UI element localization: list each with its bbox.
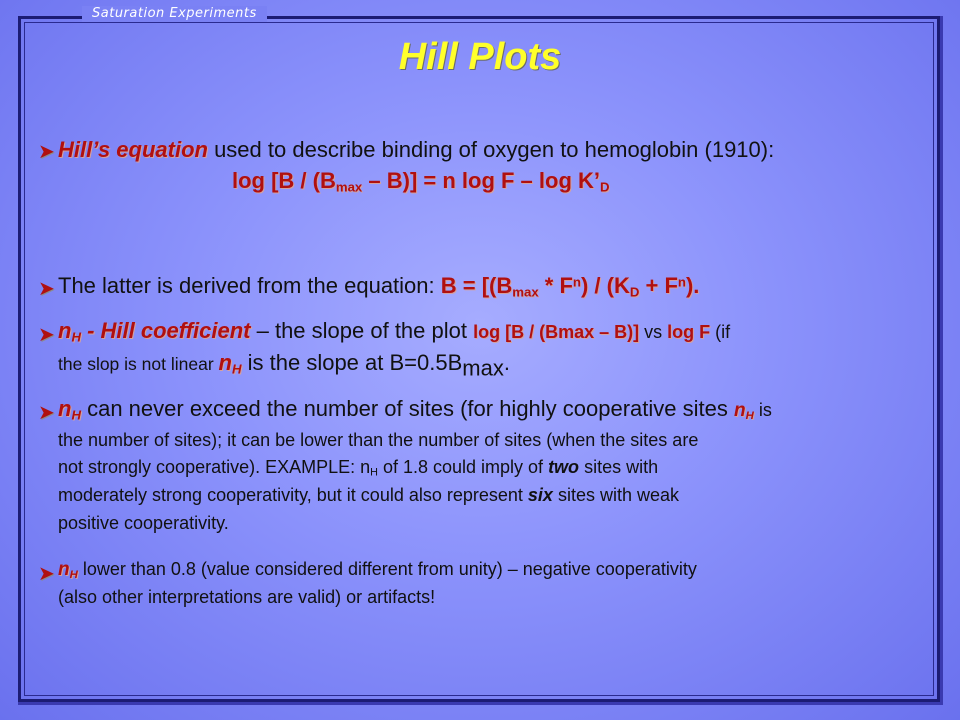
binding-equation (441, 273, 700, 298)
text: lower than 0.8 (value considered different from unity) – negative cooperativity (77, 559, 697, 579)
n-sub: H (69, 568, 78, 581)
plot-y-expression: log [B / (Bmax – B)] (473, 322, 640, 342)
n-sub: H (745, 409, 754, 422)
eq-part: * F (538, 273, 573, 298)
emphasis-two: two (548, 457, 580, 477)
bullet-2-text: The latter is derived from the equation: (58, 273, 441, 298)
bullet-arrow-icon: ➤ (38, 324, 55, 346)
bullet-1-line-1 (58, 137, 774, 163)
term: - Hill coefficient (80, 318, 251, 343)
bullet-4-line-1 (58, 396, 772, 422)
bullet-arrow-icon: ➤ (38, 402, 55, 424)
eq-part: + F (639, 273, 678, 298)
eq-sup: n (572, 274, 581, 290)
text: moderately strong cooperativity, but it could also represent (58, 485, 528, 505)
eq-sub: D (629, 284, 640, 300)
eq-part: ). (685, 273, 700, 298)
eq-sub: max (512, 284, 539, 300)
n-symbol: n (734, 400, 746, 421)
bullet-arrow-icon: ➤ (38, 278, 55, 300)
nh-symbol (58, 559, 78, 580)
bullet-5-line-2: (also other interpretations are valid) or artifacts! (58, 587, 436, 607)
bullet-4-line-2: the number of sites); it can be lower than the number of sites (when the sites are (58, 430, 699, 450)
max-sub: max (462, 355, 504, 381)
bullet-4-line-5: positive cooperativity. (58, 513, 229, 533)
eq-sub: max (335, 179, 363, 195)
eq-part: B = [(B (440, 273, 513, 298)
hill-equation (232, 168, 610, 194)
nh-symbol (734, 400, 754, 421)
section-label: Saturation Experiments (82, 6, 267, 22)
eq-sub: D (600, 179, 610, 195)
bullet-3-text-end: (if (710, 322, 731, 342)
emphasis-six: six (527, 485, 553, 505)
slide-title: Hill Plots (398, 36, 562, 78)
n-symbol: n (58, 318, 72, 343)
bullet-4-line-3 (58, 457, 658, 479)
n-sub: H (71, 407, 81, 423)
n-symbol: n (58, 396, 72, 421)
bullet-3-line-1 (58, 318, 730, 344)
eq-part: log [B / (B (232, 168, 336, 193)
hill-coefficient-term (58, 318, 251, 343)
n-sub: H (370, 466, 378, 479)
text: sites with (579, 457, 659, 477)
bullet-3-line-2 (58, 350, 510, 382)
text: is (753, 400, 772, 420)
eq-part: ) / (K (580, 273, 630, 298)
frame-shadow-right (940, 16, 943, 704)
bullet-3-text: – the slope of the plot (250, 318, 474, 343)
eq-sup: n (677, 274, 686, 290)
bullet-1-text: used to describe binding of oxygen to hemoglobin (1910): (207, 137, 775, 162)
hills-equation-term: Hill’s equation (58, 137, 208, 162)
eq-part: – B)] = n log F – log K’ (362, 168, 601, 193)
n-sub: H (71, 329, 81, 345)
bullet-arrow-icon: ➤ (38, 141, 55, 163)
n-symbol: n (58, 559, 70, 580)
bullet-4-line-4 (58, 485, 679, 506)
vs-text: vs (639, 322, 668, 342)
text: sites with weak (552, 485, 679, 505)
nh-symbol (58, 396, 81, 421)
text: . (503, 350, 510, 375)
nh-symbol (219, 350, 242, 375)
text: can never exceed the number of sites (for highly cooperative sites (80, 396, 734, 421)
text: of 1.8 could imply of (377, 457, 549, 477)
bullet-arrow-icon: ➤ (38, 563, 55, 585)
text: not strongly cooperative). EXAMPLE: n (58, 457, 371, 477)
bullet-2-line (58, 273, 699, 299)
text: the slop is not linear (58, 354, 219, 374)
frame-shadow-bottom (18, 702, 943, 705)
text: is the slope at B=0.5B (247, 350, 463, 375)
n-sub: H (231, 361, 242, 377)
plot-x-expression: log F (667, 322, 711, 342)
n-symbol: n (218, 350, 232, 375)
bullet-5-line-1 (58, 559, 697, 581)
